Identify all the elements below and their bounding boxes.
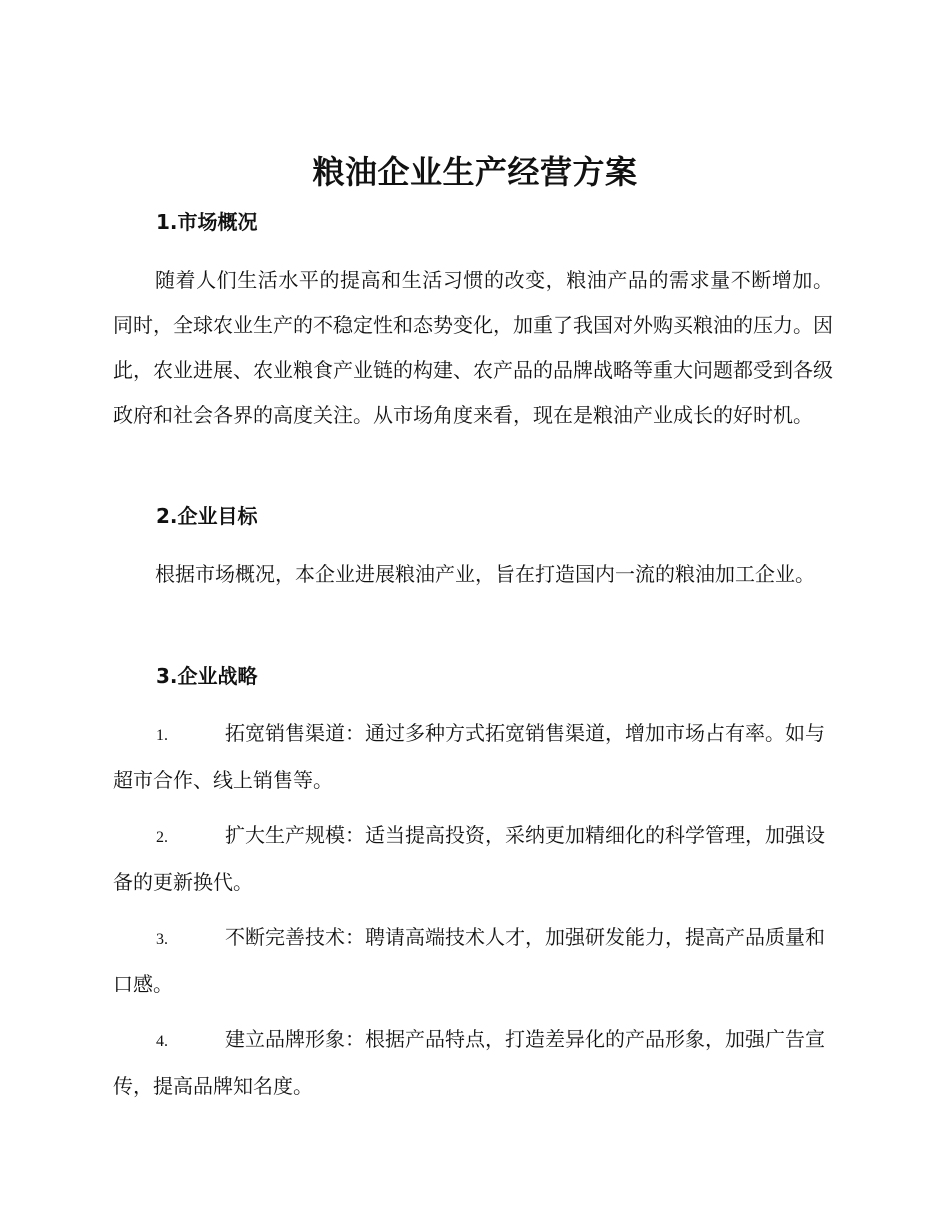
market-overview-paragraph: 随着人们生活水平的提高和生活习惯的改变，粮油产品的需求量不断增加。同时，全球农业生产的不稳定性和态势变化，加重了我国对外购买粮油的压力。因此，农业进展、农业粮食产业链的构建、农产品的品牌战略等重大问题都受到各级政府和社会各界的高度关注。从市场角度来看，现在是粮油产业成长的好时机。: [113, 268, 833, 427]
strategy-list-item: [113, 1017, 833, 1109]
list-item-text: 扩大生产规模：适当提高投资，采纳更加精细化的科学管理，加强设备的更新换代。: [113, 823, 825, 894]
enterprise-goal-paragraph: 根据市场概况，本企业进展粮油产业，旨在打造国内一流的粮油加工企业。: [155, 562, 815, 586]
list-item-number: 1.: [156, 727, 168, 744]
list-item-number: 3.: [156, 931, 168, 948]
strategy-list-item: [113, 915, 833, 1007]
strategy-list-item: [113, 813, 833, 905]
list-item-text: 拓宽销售渠道：通过多种方式拓宽销售渠道，增加市场占有率。如与超市合作、线上销售等。: [113, 721, 825, 792]
strategy-list-item: [113, 711, 833, 803]
list-item-number: 4.: [156, 1033, 168, 1050]
document-title: 粮油企业生产经营方案: [312, 153, 638, 191]
section-heading-enterprise-strategy: 3.企业战略: [156, 664, 258, 688]
section-heading-enterprise-goal: 2.企业目标: [156, 504, 258, 528]
list-item-number: 2.: [156, 829, 168, 846]
section-heading-market-overview: 1.市场概况: [156, 210, 258, 234]
list-item-text: 不断完善技术：聘请高端技术人才，加强研发能力，提高产品质量和口感。: [113, 925, 825, 996]
list-item-text: 建立品牌形象：根据产品特点，打造差异化的产品形象，加强广告宣传，提高品牌知名度。: [113, 1027, 825, 1098]
